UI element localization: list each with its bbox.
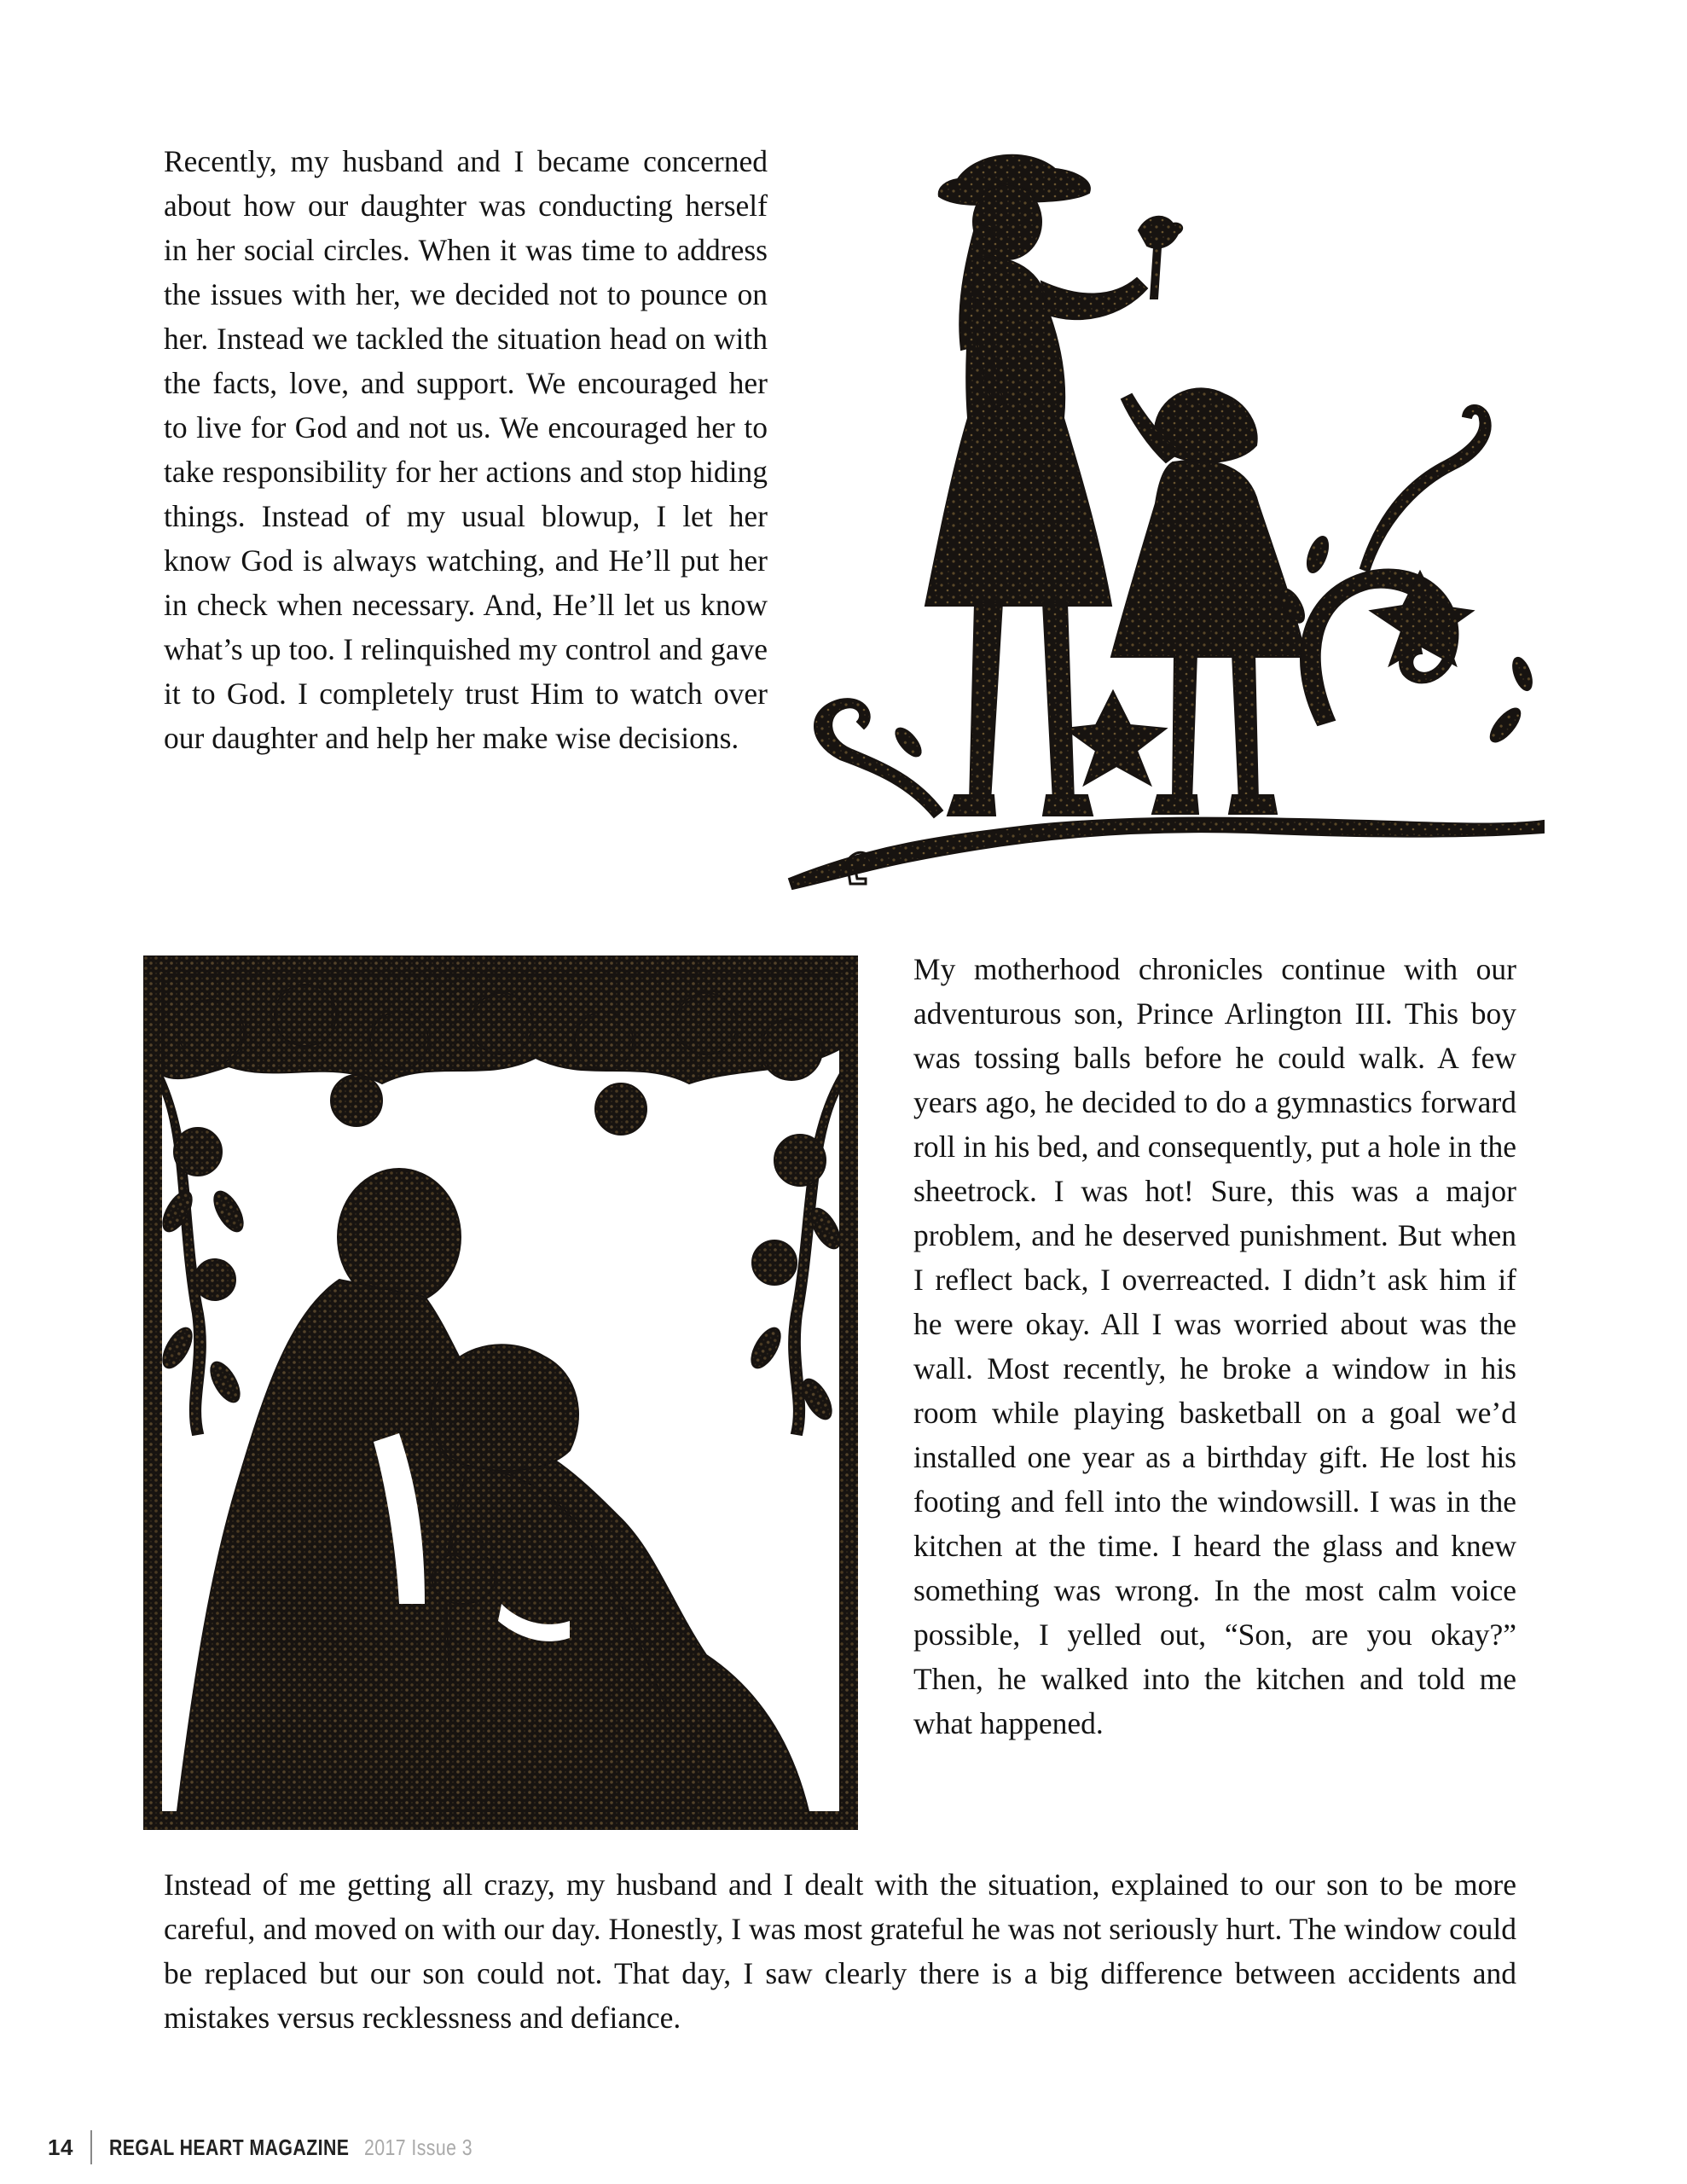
page-footer [48, 2130, 496, 2164]
silhouette-girls-illustration [772, 128, 1557, 913]
magazine-name: REGAL HEART MAGAZINE [108, 2134, 350, 2160]
issue-label: 2017 Issue 3 [364, 2134, 473, 2160]
article-paragraph-1: Recently, my husband and I became concerned about how our daughter was conducting herself in her social circles. When it was time to address the issues with her, we decided not to pounce on her. Instead we tackled the situation head on with the facts, love, and support. We encouraged her to live for God and not us. We encouraged her to take responsibility for her actions and stop hiding things. Instead of my usual blowup, I let her know God is always watching, and He’ll put her in check when necessary. And, He’ll let us know what’s up too. I relinquished my control and gave it to God. I completely trust Him to watch over our daughter and help her make wise decisions. [164, 144, 768, 755]
article-paragraph-2: My motherhood chronicles continue with our adventurous son, Prince Arlington III. This boy was tossing balls before he could walk. A few years ago, he decided to do a gymnastics forward roll in his bed, and consequently, put a hole in the sheetrock. I was hot! Sure, this was a major problem, and he deserved punishment. But when I reflect back, I overreacted. I didn’t ask him if he were okay. All I was worried about was the wall. Most recently, he broke a window in his room while playing basketball on a goal we’d installed one year as a birthday gift. He lost his footing and fell into the windowsill. I was in the kitchen at the time. I heard the glass and knew something was wrong. In the most calm voice possible, I yelled out, “Son, are you okay?” Then, he walked into the kitchen and told me what happened. [913, 952, 1516, 1740]
page-number: 14 [48, 2134, 73, 2160]
silhouette-mother-child-illustration [143, 956, 858, 1830]
article-paragraph-3: Instead of me getting all crazy, my husband and I dealt with the situation, explained to our son to be more careful, and moved on with our day. Honestly, I was most grateful he was not seriously hurt. The window could be replaced but our son could not. That day, I saw clearly there is a big difference between accidents and mistakes versus recklessness and defiance. [164, 1867, 1516, 2035]
footer-divider [90, 2130, 92, 2164]
